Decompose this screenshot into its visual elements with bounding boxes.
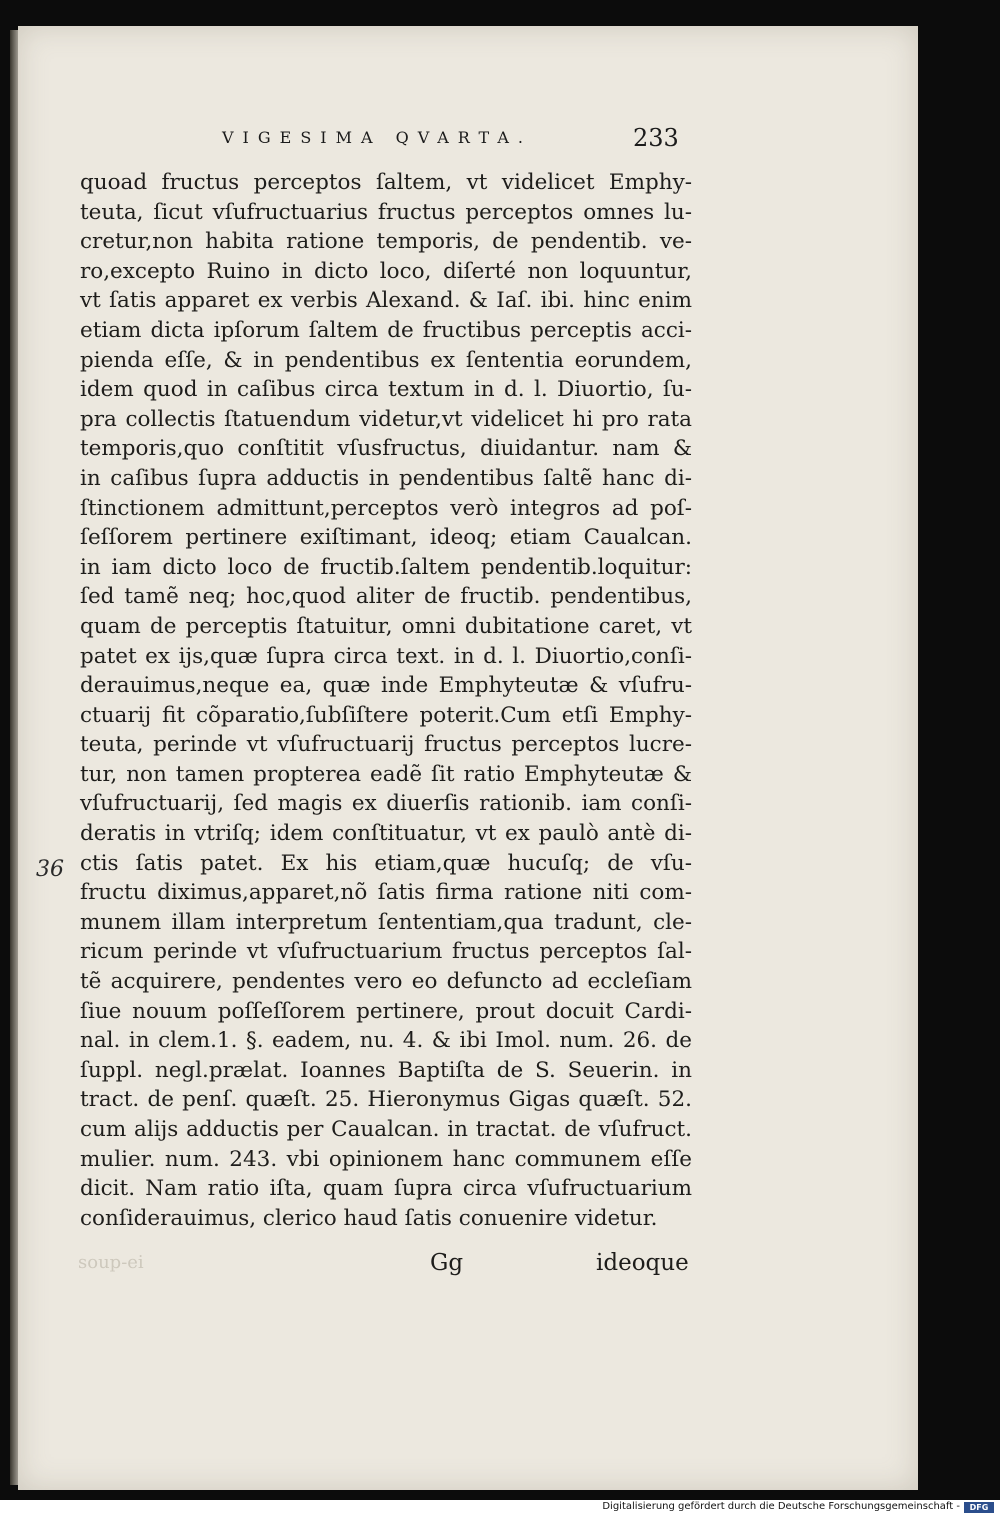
text-line: vſufructuarij, ſed magis ex diuerſis rationib. iam conſi-: [80, 791, 692, 817]
text-line: ctis ſatis patet. Ex his etiam,quæ hucuſq; de vſu-: [80, 850, 692, 876]
text-line: ricum perinde vt vſufructuarium fructus perceptos ſal-: [80, 939, 692, 965]
text-line: nal. in clem.1. §. eadem, nu. 4. & ibi Imol. num. 26. de: [80, 1028, 692, 1054]
text-line: derauimus,neque ea, quæ inde Emphyteutæ & vſufru-: [80, 673, 692, 699]
text-line: ctuarij fit cõparatio,ſubſiſtere poterit.Cum etſi Emphy-: [80, 702, 692, 728]
body-text: [80, 168, 692, 1233]
text-line: cum alijs adductis per Caualcan. in tractat. de vſufruct.: [80, 1117, 692, 1142]
text-line: ſed tamẽ neq; hoc,quod aliter de fructib. pendentibus,: [80, 584, 692, 610]
text-line: mulier. num. 243. vbi opinionem hanc communem eſſe: [80, 1146, 692, 1172]
text-line: etiam dicta ipſorum ſaltem de fructibus perceptis acci-: [80, 317, 692, 343]
text-line: teuta, ſicut vſufructuarius fructus perceptos omnes lu-: [80, 199, 692, 225]
text-line: pienda eſſe, & in pendentibus ex ſententia eorundem,: [80, 347, 692, 373]
text-line: in iam dicto loco de fructib.ſaltem pendentib.loquitur:: [80, 554, 692, 580]
page-number: 233: [633, 124, 679, 152]
text-line: vt ſatis apparet ex verbis Alexand. & Iaſ. ibi. hinc enim: [80, 288, 692, 314]
text-line: ſtinctionem admittunt,perceptos verò integros ad poſ-: [80, 495, 692, 521]
text-line: pra collectis ſtatuendum videtur,vt videlicet hi pro rata: [80, 406, 692, 432]
page-header: [0, 124, 1000, 158]
text-line: ſeſſorem pertinere exiſtimant, ideoq; etiam Caualcan.: [80, 525, 692, 551]
dfg-logo-icon: DFG: [964, 1502, 994, 1513]
text-line: conſiderauimus, clerico haud ſatis conuenire videtur.: [80, 1205, 658, 1231]
text-line: tur, non tamen propterea eadẽ ſit ratio Emphyteutæ &: [80, 761, 692, 787]
text-line: cretur,non habita ratione temporis, de pendentib. ve-: [80, 229, 692, 255]
text-line: munem illam interpretum ſententiam,qua tradunt, cle-: [80, 909, 692, 935]
text-line: ſiue nouum poſſeſſorem pertinere, prout docuit Cardi-: [80, 998, 692, 1024]
text-line: deratis in vtriſq; idem conſtituatur, vt ex paulò antè di-: [80, 821, 692, 847]
text-line: quoad fructus perceptos ſaltem, vt videlicet Emphy-: [80, 170, 692, 195]
text-line: patet ex ijs,quæ ſupra circa text. in d. l. Diuortio,conſi-: [80, 643, 692, 669]
running-head: VIGESIMA QVARTA.: [222, 128, 532, 147]
text-line: dicit. Nam ratio iſta, quam ſupra circa vſufructuarium: [80, 1176, 692, 1202]
text-line: in caſibus ſupra adductis in pendentibus ſaltẽ hanc di-: [80, 465, 692, 491]
text-line: quam de perceptis ſtatuitur, omni dubitatione caret, vt: [80, 613, 692, 639]
text-line: tẽ acquirere, pendentes vero eo defuncto ad eccleſiam: [80, 969, 692, 995]
footer-credit: Digitalisierung gefördert durch die Deutsche Forschungsgemeinschaft -: [602, 1501, 960, 1512]
text-line: ro,excepto Ruino in dicto loco, diſerté non loquuntur,: [80, 258, 692, 284]
catchword: ideoque: [596, 1250, 689, 1276]
signature-mark: Gg: [430, 1250, 464, 1276]
bleed-through-text: soup-ei: [78, 1252, 144, 1273]
text-line: idem quod in caſibus circa textum in d. l. Diuortio, ſu-: [80, 377, 692, 403]
margin-number: 36: [36, 857, 64, 882]
text-line: tract. de penſ. quæſt. 25. Hieronymus Gigas quæſt. 52.: [80, 1087, 692, 1113]
text-line: ſuppl. negl.prælat. Ioannes Baptiſta de S. Seuerin. in: [80, 1057, 692, 1083]
text-line: temporis,quo conſtitit vſusfructus, diuidantur. nam &: [80, 436, 692, 462]
text-line: teuta, perinde vt vſufructuarij fructus perceptos lucre-: [80, 732, 692, 758]
text-line: fructu diximus,apparet,nõ ſatis firma ratione niti com-: [80, 880, 692, 906]
